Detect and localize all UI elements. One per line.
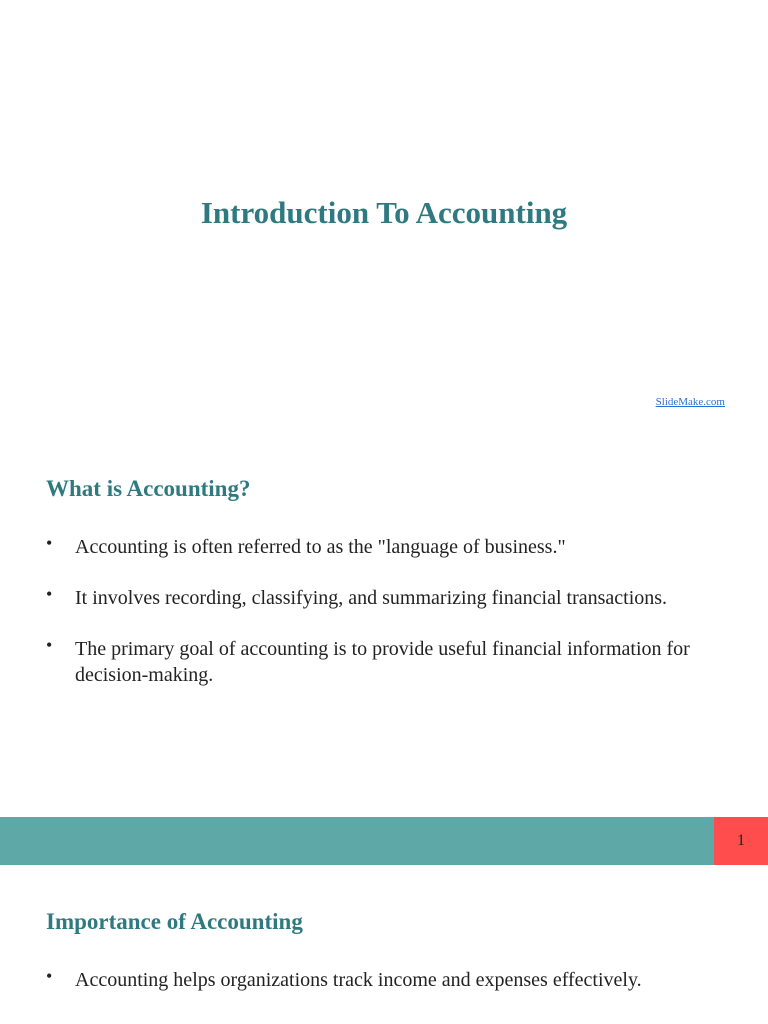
page-number: 1 [737,832,745,849]
bullet-icon: • [46,966,53,986]
list-item [46,585,716,611]
section-heading-what-is-accounting: What is Accounting? [46,476,251,501]
bullet-icon: • [46,533,53,553]
section-heading-importance: Importance of Accounting [46,909,303,934]
list-item [46,534,716,560]
list-item [46,967,716,993]
bullet-list [46,967,716,1018]
bullet-list [46,534,716,713]
bullet-text: Accounting is often referred to as the "language of business." [75,536,566,558]
bullet-text: Accounting helps organizations track income and expenses effectively. [75,969,642,991]
list-item [46,636,716,688]
slide-footer-bar [0,817,714,865]
page-number-badge [714,817,768,865]
bullet-text: The primary goal of accounting is to provide useful financial information for decision-making. [75,638,690,686]
bullet-text: It involves recording, classifying, and summarizing financial transactions. [75,587,668,609]
slidemake-link[interactable]: SlideMake.com [655,396,725,408]
bullet-icon: • [46,584,53,604]
bullet-icon: • [46,635,53,655]
presentation-title: Introduction To Accounting [200,195,568,230]
